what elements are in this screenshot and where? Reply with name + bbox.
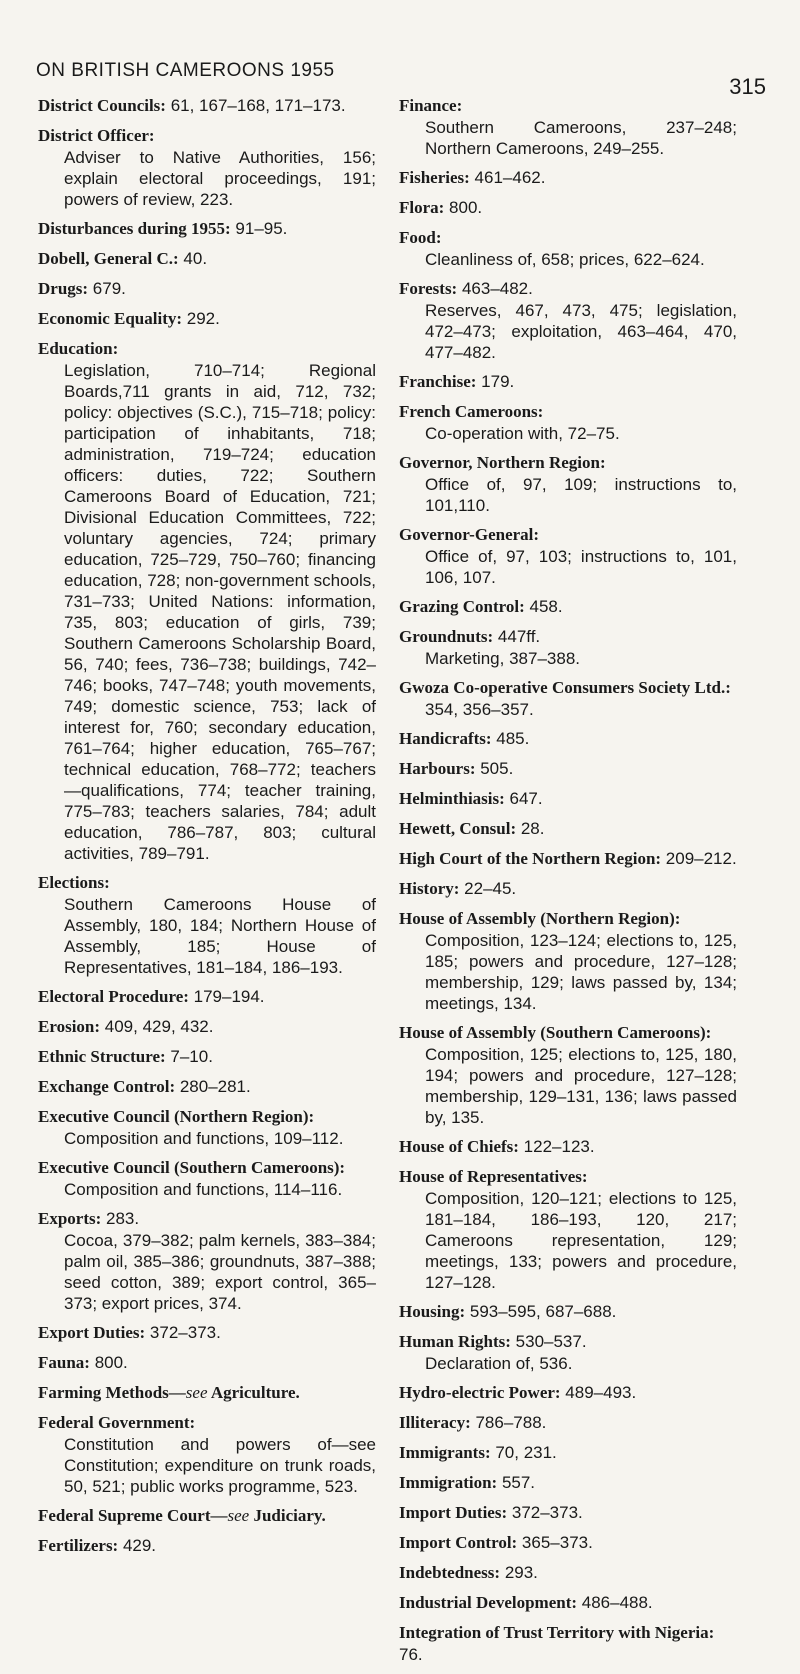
index-entry xyxy=(399,1532,737,1554)
index-heading: District Officer: xyxy=(38,126,155,145)
index-entry xyxy=(38,1016,376,1038)
index-entry-line xyxy=(38,218,376,240)
index-heading: Fisheries: xyxy=(399,168,470,187)
index-entry xyxy=(38,1106,376,1149)
index-heading: Export Duties: xyxy=(38,1323,146,1342)
index-heading: Harbours: xyxy=(399,759,476,778)
index-subentries: Constitution and powers of—see Constitution; expenditure on trunk roads, 50, 521; public works programme, 523. xyxy=(64,1435,376,1496)
index-page-refs: 486–488. xyxy=(577,1593,653,1612)
index-entry xyxy=(399,1412,737,1434)
index-entry-line xyxy=(399,848,737,870)
index-entry-line xyxy=(399,1022,737,1044)
index-heading: Disturbances during 1955: xyxy=(38,219,231,238)
index-heading: Elections: xyxy=(38,873,110,892)
index-column-right xyxy=(399,95,737,1674)
index-entry xyxy=(38,1208,376,1314)
index-heading: Electoral Procedure: xyxy=(38,987,189,1006)
index-heading: Economic Equality: xyxy=(38,309,183,328)
index-entry xyxy=(38,1322,376,1344)
index-entry-line xyxy=(38,1505,376,1527)
index-heading: Flora: xyxy=(399,198,445,217)
index-entry-line xyxy=(399,788,737,810)
index-page-refs: 409, 429, 432. xyxy=(100,1017,214,1036)
index-entry xyxy=(399,227,737,270)
index-entry-line xyxy=(38,1352,376,1374)
index-heading: House of Assembly (Southern Cameroons): xyxy=(399,1023,712,1042)
index-heading: Human Rights: xyxy=(399,1332,511,1351)
see-reference: see xyxy=(185,1383,208,1402)
index-heading: High Court of the Northern Region: xyxy=(399,849,662,868)
index-subentries: Declaration of, 536. xyxy=(425,1354,573,1373)
see-reference: see xyxy=(227,1506,250,1525)
index-heading: Drugs: xyxy=(38,279,89,298)
index-heading: Federal Government: xyxy=(38,1413,196,1432)
index-entry xyxy=(38,338,376,864)
index-page-refs: 593–595, 687–688. xyxy=(465,1302,617,1321)
index-entry xyxy=(38,95,376,117)
index-entry-line xyxy=(399,524,737,546)
index-column-left xyxy=(38,95,376,1565)
index-entry xyxy=(38,1412,376,1497)
index-subentries: Office of, 97, 109; instructions to, 101,110. xyxy=(425,475,737,515)
index-page-refs: 293. xyxy=(500,1563,538,1582)
index-page-refs: 505. xyxy=(475,759,514,778)
running-header xyxy=(36,56,766,99)
index-entry xyxy=(38,1505,376,1527)
index-page-refs: 179–194. xyxy=(188,987,265,1006)
index-entry-line xyxy=(399,371,737,393)
index-page-refs: 365–373. xyxy=(517,1533,593,1552)
index-entry-line xyxy=(399,1412,737,1434)
index-entry xyxy=(399,818,737,840)
index-entry xyxy=(399,278,737,363)
index-entry-line xyxy=(38,986,376,1008)
index-page-refs: 372–373. xyxy=(507,1503,583,1522)
index-heading: Ethnic Structure: xyxy=(38,1047,166,1066)
index-entry xyxy=(399,1136,737,1158)
index-page-refs: 372–373. xyxy=(145,1323,221,1342)
index-page-refs: 489–493. xyxy=(560,1383,637,1402)
index-entry xyxy=(38,1157,376,1200)
index-heading: Indebtedness: xyxy=(399,1563,501,1582)
index-entry-line xyxy=(399,1502,737,1524)
index-entry xyxy=(38,125,376,210)
index-heading: Food: xyxy=(399,228,442,247)
index-heading: Exports: xyxy=(38,1209,102,1228)
index-heading: Import Duties: xyxy=(399,1503,508,1522)
index-heading: Immigration: xyxy=(399,1473,498,1492)
index-heading: Fertilizers: xyxy=(38,1536,119,1555)
running-title: ON BRITISH CAMEROONS 1955 xyxy=(36,60,335,81)
index-entry xyxy=(399,758,737,780)
index-heading: Helminthiasis: xyxy=(399,789,505,808)
index-entry-line xyxy=(399,167,737,189)
index-entry-line xyxy=(399,1532,737,1554)
index-entry-line xyxy=(38,1412,376,1434)
index-entry-line xyxy=(399,908,737,930)
index-entry xyxy=(38,1352,376,1374)
index-entry xyxy=(399,908,737,1014)
index-subentries: Co-operation with, 72–75. xyxy=(425,424,620,443)
index-entry xyxy=(38,1046,376,1068)
index-entry-line xyxy=(399,626,737,648)
index-entry-line xyxy=(38,1208,376,1230)
index-heading: Fauna: xyxy=(38,1353,90,1372)
index-entry-line xyxy=(399,227,737,249)
index-page-refs: 530–537. xyxy=(510,1332,587,1351)
index-entry-line xyxy=(38,308,376,330)
index-entry xyxy=(399,1382,737,1404)
index-heading: Dobell, General C.: xyxy=(38,249,179,268)
index-heading: Finance: xyxy=(399,96,463,115)
index-heading: Executive Council (Southern Cameroons): xyxy=(38,1158,346,1177)
index-subentries: Southern Cameroons, 237–248; Northern Cameroons, 249–255. xyxy=(425,118,737,158)
index-subentries: Composition, 120–121; elections to 125, 181–184, 186–193, 120, 217; Cameroons representation, 129; meetings, 133; powers and procedure, 127–128. xyxy=(425,1189,737,1292)
index-heading: Industrial Development: xyxy=(399,1593,578,1612)
index-page-refs: 179. xyxy=(476,372,515,391)
index-heading: Executive Council (Northern Region): xyxy=(38,1107,315,1126)
index-entry-line xyxy=(399,1382,737,1404)
index-heading: History: xyxy=(399,879,460,898)
index-heading: House of Assembly (Northern Region): xyxy=(399,909,681,928)
index-heading: Federal Supreme Court—see Judiciary. xyxy=(38,1506,326,1525)
index-entry-line xyxy=(38,248,376,270)
index-entry xyxy=(38,278,376,300)
index-entry-line xyxy=(38,1382,376,1404)
index-entry-line xyxy=(399,596,737,618)
index-entry-line xyxy=(38,872,376,894)
index-heading: Hydro-electric Power: xyxy=(399,1383,561,1402)
index-entry-line xyxy=(399,1562,737,1584)
index-page-refs: 40. xyxy=(178,249,208,268)
index-subentries: 354, 356–357. xyxy=(425,700,534,719)
index-entry-line xyxy=(399,1166,737,1188)
index-heading: Groundnuts: xyxy=(399,627,494,646)
index-heading: Gwoza Co-operative Consumers Society Ltd.: xyxy=(399,678,731,697)
index-page-refs: 122–123. xyxy=(518,1137,595,1156)
index-heading: Hewett, Consul: xyxy=(399,819,517,838)
index-subentries: Cleanliness of, 658; prices, 622–624. xyxy=(425,250,705,269)
index-subentries: Reserves, 467, 473, 475; legislation, 472–473; exploitation, 463–464, 470, 477–482. xyxy=(425,301,737,362)
index-entry xyxy=(38,248,376,270)
index-subentries: Cocoa, 379–382; palm kernels, 383–384; palm oil, 385–386; groundnuts, 387–388; seed cotton, 389; export control, 365–373; export prices, 374. xyxy=(64,1231,376,1313)
index-entry-line xyxy=(38,1322,376,1344)
index-page-refs: 447ff. xyxy=(493,627,541,646)
index-page-refs: 557. xyxy=(497,1473,536,1492)
index-page-refs: 679. xyxy=(88,279,126,298)
index-heading: District Councils: xyxy=(38,96,166,115)
index-heading: Governor, Northern Region: xyxy=(399,453,606,472)
index-entry-line xyxy=(38,1016,376,1038)
index-entry-line xyxy=(38,278,376,300)
index-page-refs: 280–281. xyxy=(175,1077,251,1096)
index-heading: French Cameroons: xyxy=(399,402,544,421)
index-entry xyxy=(38,1076,376,1098)
index-page-refs: 28. xyxy=(516,819,545,838)
index-entry xyxy=(399,878,737,900)
index-heading: Governor-General: xyxy=(399,525,540,544)
index-heading: Erosion: xyxy=(38,1017,101,1036)
index-entry xyxy=(399,95,737,159)
index-heading: Exchange Control: xyxy=(38,1077,176,1096)
index-entry-line xyxy=(38,1076,376,1098)
index-heading: Handicrafts: xyxy=(399,729,492,748)
index-entry-line xyxy=(38,338,376,360)
index-page-refs: 76. xyxy=(399,1645,423,1664)
index-entry xyxy=(399,848,737,870)
index-heading: Housing: xyxy=(399,1302,466,1321)
index-entry xyxy=(399,1562,737,1584)
index-entry xyxy=(399,524,737,588)
index-heading: House of Representatives: xyxy=(399,1167,588,1186)
index-page-refs: 7–10. xyxy=(165,1047,213,1066)
index-subentries: Adviser to Native Authorities, 156; explain electoral proceedings, 191; powers of review, 223. xyxy=(64,148,376,209)
index-heading: Franchise: xyxy=(399,372,477,391)
index-page-refs: 91–95. xyxy=(230,219,288,238)
index-subentries: Office of, 97, 103; instructions to, 101, 106, 107. xyxy=(425,547,737,587)
index-page-refs: 61, 167–168, 171–173. xyxy=(165,96,346,115)
index-page-refs: 70, 231. xyxy=(490,1443,557,1462)
index-entry-line xyxy=(399,1592,737,1614)
index-entry-line xyxy=(399,1301,737,1323)
index-entry-line xyxy=(399,1472,737,1494)
index-page-refs: 22–45. xyxy=(459,879,517,898)
index-entry-line xyxy=(399,758,737,780)
index-entry xyxy=(399,1592,737,1614)
index-entry xyxy=(399,1442,737,1464)
index-entry-line xyxy=(399,1622,737,1666)
index-entry xyxy=(399,1622,737,1666)
index-subentries: Composition, 125; elections to, 125, 180, 194; powers and procedure, 127–128; membership, 129–131, 136; laws passed by, 135. xyxy=(425,1045,737,1127)
index-page-refs: 463–482. xyxy=(457,279,533,298)
index-heading: Education: xyxy=(38,339,119,358)
index-entry-line xyxy=(38,1106,376,1128)
index-entry xyxy=(38,986,376,1008)
index-entry xyxy=(399,626,737,669)
index-page-refs: 485. xyxy=(491,729,530,748)
index-heading: Forests: xyxy=(399,279,458,298)
index-entry-line xyxy=(399,677,737,699)
index-heading: Grazing Control: xyxy=(399,597,525,616)
index-subentries: Composition and functions, 114–116. xyxy=(64,1180,343,1199)
index-page-refs: 458. xyxy=(524,597,563,616)
index-entry xyxy=(399,1472,737,1494)
index-entry xyxy=(399,1331,737,1374)
index-entry xyxy=(399,788,737,810)
index-entry xyxy=(399,371,737,393)
index-entry-line xyxy=(399,878,737,900)
index-entry xyxy=(399,728,737,750)
index-page-refs: 461–462. xyxy=(469,168,546,187)
index-entry xyxy=(38,308,376,330)
index-entry xyxy=(399,401,737,444)
index-entry xyxy=(399,167,737,189)
index-subentries: Composition and functions, 109–112. xyxy=(64,1129,344,1148)
index-entry-line xyxy=(38,1157,376,1179)
index-heading: Illiteracy: xyxy=(399,1413,471,1432)
index-entry-line xyxy=(38,1046,376,1068)
index-entry-line xyxy=(399,95,737,117)
page-number: 315 xyxy=(729,74,766,99)
index-entry-line xyxy=(399,1442,737,1464)
index-heading: Integration of Trust Territory with Nigeria: xyxy=(399,1623,715,1642)
index-entry xyxy=(399,1301,737,1323)
index-subentries: Legislation, 710–714; Regional Boards,711 grants in aid, 712, 732; policy: objectives (S.C.), 715–718; policy: participation of inhabitants, 718; administration, 719–724; education officers: duties, 722; Southern Cameroons Board of Education, 721; Divisional Education Committees, 722; voluntary agencies, 724; primary education, 725–729, 750–760; financing education, 728; non-government schools, 731–733; United Nations: information, 735, 803; education of girls, 739; Southern Cameroons Scholarship Board, 56, 740; fees, 736–738; buildings, 742–746; books, 747–748; youth movements, 749; domestic science, 753; lack of interest for, 760; secondary education, 761–764; higher education, 765–767; technical education, 768–772; teachers—qualifications, 774; teacher training, 775–783; teachers salaries, 784; adult education, 786–787, 803; cultural activities, 789–791. xyxy=(64,361,376,863)
index-page-refs: 292. xyxy=(182,309,220,328)
index-entry-line xyxy=(399,401,737,423)
index-entry xyxy=(399,197,737,219)
index-heading: Import Control: xyxy=(399,1533,518,1552)
index-entry-line xyxy=(38,125,376,147)
index-page-refs: 429. xyxy=(118,1536,157,1555)
index-heading: Immigrants: xyxy=(399,1443,491,1462)
index-entry xyxy=(38,1535,376,1557)
index-page-refs: 283. xyxy=(101,1209,140,1228)
index-entry xyxy=(399,677,737,720)
index-entry-line xyxy=(399,1136,737,1158)
index-entry-line xyxy=(399,728,737,750)
index-heading: Farming Methods—see Agriculture. xyxy=(38,1383,300,1402)
index-entry-line xyxy=(399,452,737,474)
index-entry-line xyxy=(399,1331,737,1353)
index-page-refs: 800. xyxy=(444,198,483,217)
index-entry xyxy=(399,1502,737,1524)
index-entry-line xyxy=(399,197,737,219)
index-subentries: Composition, 123–124; elections to, 125, 185; powers and procedure, 127–128; membership, 129; laws passed by, 134; meetings, 134. xyxy=(425,931,737,1013)
index-entry xyxy=(399,1022,737,1128)
index-entry xyxy=(399,596,737,618)
index-entry-line xyxy=(399,278,737,300)
index-entry xyxy=(399,452,737,516)
index-entry xyxy=(38,872,376,978)
index-entry-line xyxy=(38,1535,376,1557)
index-entry xyxy=(38,1382,376,1404)
index-entry-line xyxy=(399,818,737,840)
index-entry-line xyxy=(38,95,376,117)
index-subentries: Southern Cameroons House of Assembly, 180, 184; Northern House of Assembly, 185; House of Representatives, 181–184, 186–193. xyxy=(64,895,376,977)
index-page-refs: 647. xyxy=(504,789,543,808)
index-entry xyxy=(38,218,376,240)
index-page-refs: 800. xyxy=(89,1353,128,1372)
index-page-refs: 209–212. xyxy=(661,849,737,868)
index-entry xyxy=(399,1166,737,1293)
index-heading: House of Chiefs: xyxy=(399,1137,519,1156)
index-page-refs: 786–788. xyxy=(470,1413,547,1432)
index-subentries: Marketing, 387–388. xyxy=(425,649,580,668)
